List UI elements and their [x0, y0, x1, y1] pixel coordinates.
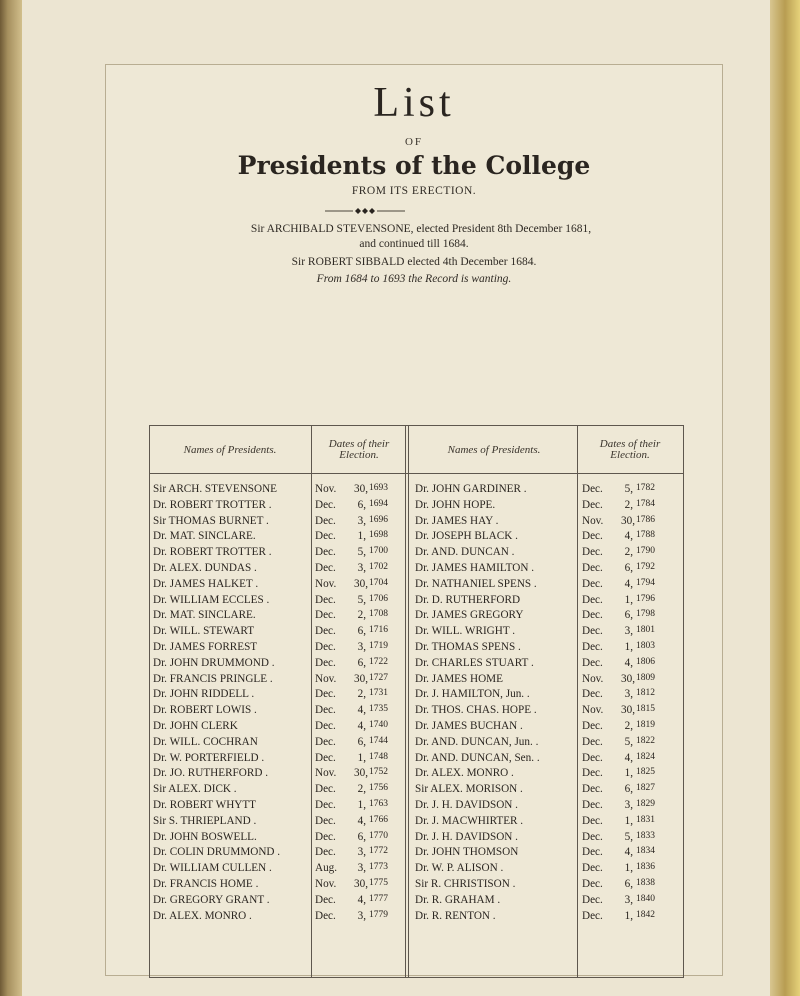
president-name: Dr. JAMES HAY .	[415, 514, 499, 527]
election-year: 1744	[369, 735, 388, 746]
election-month: Dec.	[582, 767, 603, 780]
table-row	[149, 546, 684, 562]
election-day: 4,	[624, 751, 633, 764]
election-month: Dec.	[315, 561, 336, 574]
table-row	[149, 594, 684, 610]
election-month: Nov.	[315, 877, 337, 890]
election-day: 4,	[624, 846, 633, 859]
election-day: 3,	[357, 862, 366, 875]
election-year: 1815	[636, 704, 655, 715]
election-month: Dec.	[582, 814, 603, 827]
election-month: Dec.	[582, 530, 603, 543]
election-month: Nov.	[315, 577, 337, 590]
president-name: Dr. JAMES HALKET .	[153, 577, 259, 590]
president-name: Dr. WILLIAM ECCLES .	[153, 593, 270, 606]
election-day: 4,	[624, 530, 633, 543]
president-name: Sir ALEX. DICK .	[153, 783, 237, 796]
election-year: 1698	[369, 530, 388, 541]
header-names-left: Names of Presidents.	[183, 444, 277, 456]
president-name: Dr. JOHN THOMSON	[415, 846, 519, 859]
election-year: 1756	[369, 783, 388, 794]
table-header-rule	[149, 473, 684, 474]
president-name: Dr. JOHN BOSWELL.	[153, 830, 257, 843]
table-row	[149, 578, 684, 594]
election-month: Dec.	[315, 688, 336, 701]
election-year: 1838	[636, 877, 655, 888]
intro-line-1: Sir ARCHIBALD STEVENSONE, elected President 8th December 1681,	[250, 223, 592, 235]
president-name: Dr. THOMAS SPENS .	[415, 640, 521, 653]
election-day: 4,	[624, 577, 633, 590]
election-month: Dec.	[582, 735, 603, 748]
president-name: Dr. J. H. DAVIDSON .	[415, 830, 518, 843]
president-name: Dr. R. GRAHAM .	[415, 893, 501, 906]
president-name: Dr. JAMES GREGORY	[415, 609, 524, 622]
election-month: Dec.	[582, 483, 603, 495]
president-name: Dr. JO. RUTHERFORD .	[153, 767, 268, 780]
election-month: Dec.	[582, 640, 603, 653]
president-name: Dr. JOHN CLERK	[153, 719, 238, 732]
election-year: 1704	[369, 577, 388, 588]
election-year: 1763	[369, 798, 388, 809]
election-day: 3,	[357, 640, 366, 653]
election-day: 2,	[624, 546, 633, 559]
president-name: Dr. AND. DUNCAN, Jun. .	[415, 735, 539, 748]
table-row	[149, 752, 684, 768]
election-day: 6,	[357, 656, 366, 669]
president-name: Dr. ROBERT TROTTER .	[153, 498, 272, 511]
election-day: 5,	[357, 546, 366, 559]
election-day: 5,	[624, 830, 633, 843]
election-day: 30,	[354, 767, 368, 780]
election-day: 4,	[357, 814, 366, 827]
election-day: 30,	[621, 672, 635, 685]
president-name: Sir S. THRIEPLAND .	[153, 814, 257, 827]
table-row	[149, 799, 684, 815]
election-day: 5,	[624, 483, 633, 495]
president-name: Dr. W. PORTERFIELD .	[153, 751, 265, 764]
election-year: 1700	[369, 546, 388, 557]
election-day: 1,	[357, 751, 366, 764]
election-month: Dec.	[315, 751, 336, 764]
election-day: 1,	[357, 530, 366, 543]
election-day: 2,	[357, 783, 366, 796]
election-day: 30,	[621, 704, 635, 717]
election-year: 1840	[636, 893, 655, 904]
president-name: Dr. AND. DUNCAN .	[415, 546, 515, 559]
election-year: 1827	[636, 783, 655, 794]
election-year: 1825	[636, 767, 655, 778]
table-row	[149, 815, 684, 831]
election-year: 1702	[369, 561, 388, 572]
election-month: Dec.	[315, 893, 336, 906]
election-year: 1748	[369, 751, 388, 762]
election-month: Dec.	[582, 609, 603, 622]
header-dates-right: Dates of their Election.	[599, 438, 661, 461]
table-row	[149, 688, 684, 704]
president-name: Dr. JOSEPH BLACK .	[415, 530, 518, 543]
header-dates-left: Dates of their Election.	[328, 438, 390, 461]
table-row	[149, 641, 684, 657]
election-year: 1706	[369, 593, 388, 604]
election-day: 3,	[357, 909, 366, 922]
election-year: 1794	[636, 577, 655, 588]
table-row	[149, 515, 684, 531]
president-name: Dr. R. RENTON .	[415, 909, 496, 922]
table-row	[149, 704, 684, 720]
election-month: Nov.	[582, 672, 604, 685]
election-month: Dec.	[582, 656, 603, 669]
election-month: Dec.	[315, 498, 336, 511]
election-day: 6,	[357, 735, 366, 748]
table-row	[149, 831, 684, 847]
election-month: Dec.	[315, 704, 336, 717]
election-month: Dec.	[315, 656, 336, 669]
election-month: Dec.	[582, 688, 603, 701]
election-day: 3,	[624, 625, 633, 638]
table-row	[149, 736, 684, 752]
president-name: Dr. JOHN HOPE.	[415, 498, 496, 511]
table-row	[149, 483, 684, 499]
election-year: 1782	[636, 483, 655, 493]
president-name: Dr. FRANCIS HOME .	[153, 877, 259, 890]
election-year: 1824	[636, 751, 655, 762]
table-row	[149, 625, 684, 641]
election-year: 1806	[636, 656, 655, 667]
president-name: Dr. W. P. ALISON .	[415, 862, 504, 875]
election-year: 1784	[636, 498, 655, 509]
president-name: Sir R. CHRISTISON .	[415, 877, 516, 890]
election-month: Dec.	[315, 846, 336, 859]
election-month: Dec.	[315, 593, 336, 606]
president-name: Dr. WILL. STEWART	[153, 625, 255, 638]
election-month: Nov.	[315, 672, 337, 685]
title-list: List	[373, 80, 455, 126]
election-day: 3,	[357, 561, 366, 574]
election-month: Dec.	[582, 593, 603, 606]
header-names-right: Names of Presidents.	[447, 444, 541, 456]
election-day: 2,	[624, 719, 633, 732]
election-year: 1801	[636, 625, 655, 636]
table-row	[149, 673, 684, 689]
election-month: Dec.	[315, 514, 336, 527]
election-day: 3,	[357, 514, 366, 527]
election-month: Dec.	[315, 735, 336, 748]
election-year: 1833	[636, 830, 655, 841]
election-day: 6,	[624, 561, 633, 574]
table-row	[149, 878, 684, 894]
table-row	[149, 910, 684, 926]
president-name: Dr. ROBERT LOWIS .	[153, 704, 257, 717]
president-name: Dr. CHARLES STUART .	[415, 656, 534, 669]
election-day: 4,	[357, 704, 366, 717]
election-year: 1842	[636, 909, 655, 920]
election-year: 1727	[369, 672, 388, 683]
election-day: 30,	[354, 483, 368, 495]
election-day: 30,	[354, 877, 368, 890]
president-name: Sir ARCH. STEVENSONE	[153, 483, 278, 495]
election-day: 1,	[624, 814, 633, 827]
table-row	[149, 657, 684, 673]
election-month: Dec.	[315, 546, 336, 559]
president-name: Dr. THOS. CHAS. HOPE .	[415, 704, 537, 717]
election-month: Nov.	[315, 483, 337, 495]
election-year: 1792	[636, 561, 655, 572]
election-year: 1772	[369, 846, 388, 857]
table-row	[149, 894, 684, 910]
election-day: 2,	[624, 498, 633, 511]
election-month: Dec.	[582, 846, 603, 859]
election-year: 1819	[636, 719, 655, 730]
election-month: Dec.	[315, 625, 336, 638]
election-year: 1786	[636, 514, 655, 525]
president-name: Dr. JOHN RIDDELL .	[153, 688, 255, 701]
president-name: Dr. JOHN GARDINER .	[415, 483, 527, 495]
election-year: 1773	[369, 862, 388, 873]
election-day: 2,	[357, 688, 366, 701]
election-month: Dec.	[582, 783, 603, 796]
president-name: Dr. ALEX. MONRO .	[415, 767, 514, 780]
table-top-rule	[149, 425, 684, 426]
president-name: Dr. JAMES HAMILTON .	[415, 561, 535, 574]
election-month: Dec.	[315, 830, 336, 843]
election-day: 3,	[624, 798, 633, 811]
president-name: Dr. JAMES HOME	[415, 672, 503, 685]
election-month: Nov.	[315, 767, 337, 780]
election-year: 1779	[369, 909, 388, 920]
election-month: Dec.	[582, 798, 603, 811]
intro-line-3: Sir ROBERT SIBBALD elected 4th December 1684.	[291, 256, 537, 268]
election-year: 1809	[636, 672, 655, 683]
election-year: 1722	[369, 656, 388, 667]
election-day: 30,	[354, 672, 368, 685]
president-name: Dr. ROBERT WHYTT	[153, 798, 257, 811]
election-year: 1716	[369, 625, 388, 636]
election-year: 1829	[636, 798, 655, 809]
president-name: Dr. NATHANIEL SPENS .	[415, 577, 537, 590]
election-day: 1,	[624, 640, 633, 653]
president-name: Dr. D. RUTHERFORD	[415, 593, 521, 606]
election-day: 4,	[357, 893, 366, 906]
election-month: Dec.	[582, 561, 603, 574]
president-name: Dr. ALEX. MONRO .	[153, 909, 252, 922]
table-row	[149, 846, 684, 862]
election-day: 6,	[357, 498, 366, 511]
president-name: Dr. MAT. SINCLARE.	[153, 609, 256, 622]
table-row	[149, 562, 684, 578]
president-name: Dr. COLIN DRUMMOND .	[153, 846, 281, 859]
table-bottom-rule	[149, 977, 684, 978]
election-day: 6,	[624, 609, 633, 622]
election-month: Dec.	[582, 546, 603, 559]
election-month: Dec.	[315, 719, 336, 732]
election-year: 1790	[636, 546, 655, 557]
election-year: 1775	[369, 877, 388, 888]
election-month: Dec.	[582, 830, 603, 843]
table-row	[149, 767, 684, 783]
president-name: Dr. WILLIAM CULLEN .	[153, 862, 272, 875]
election-month: Dec.	[582, 577, 603, 590]
election-day: 5,	[357, 593, 366, 606]
presidents-table	[149, 425, 684, 978]
table-body	[149, 483, 684, 925]
election-day: 3,	[624, 688, 633, 701]
title-from: FROM ITS ERECTION.	[351, 185, 477, 197]
election-year: 1740	[369, 719, 388, 730]
election-day: 1,	[357, 798, 366, 811]
title-main: Presidents of the College	[237, 151, 591, 180]
election-day: 1,	[624, 909, 633, 922]
election-year: 1788	[636, 530, 655, 541]
election-day: 6,	[357, 625, 366, 638]
election-month: Dec.	[315, 909, 336, 922]
election-year: 1796	[636, 593, 655, 604]
book-page	[22, 0, 770, 996]
election-month: Aug.	[315, 862, 338, 875]
president-name: Dr. WILL. COCHRAN	[153, 735, 258, 748]
table-row	[149, 720, 684, 736]
election-month: Dec.	[315, 814, 336, 827]
book-gutter	[0, 0, 22, 996]
election-year: 1766	[369, 814, 388, 825]
election-year: 1836	[636, 862, 655, 873]
election-year: 1798	[636, 609, 655, 620]
president-name: Sir ALEX. MORISON .	[415, 783, 523, 796]
election-month: Dec.	[582, 498, 603, 511]
president-name: Dr. JAMES FORREST	[153, 640, 258, 653]
president-name: Dr. GREGORY GRANT .	[153, 893, 270, 906]
election-year: 1735	[369, 704, 388, 715]
president-name: Dr. JOHN DRUMMOND .	[153, 656, 275, 669]
election-year: 1719	[369, 640, 388, 651]
book-edge	[770, 0, 800, 996]
intro-line-2: and continued till 1684.	[359, 238, 469, 250]
president-name: Dr. MAT. SINCLARE.	[153, 530, 256, 543]
election-month: Nov.	[582, 514, 604, 527]
election-day: 4,	[624, 656, 633, 669]
table-row	[149, 609, 684, 625]
election-day: 1,	[624, 593, 633, 606]
election-day: 1,	[624, 767, 633, 780]
printed-plate	[105, 64, 723, 976]
president-name: Dr. AND. DUNCAN, Sen. .	[415, 751, 540, 764]
election-month: Dec.	[315, 530, 336, 543]
election-month: Nov.	[582, 704, 604, 717]
president-name: Dr. J. HAMILTON, Jun. .	[415, 688, 530, 701]
election-month: Dec.	[315, 798, 336, 811]
president-name: Dr. ROBERT TROTTER .	[153, 546, 272, 559]
election-month: Dec.	[582, 909, 603, 922]
election-year: 1770	[369, 830, 388, 841]
election-day: 3,	[357, 846, 366, 859]
election-year: 1693	[369, 483, 388, 493]
election-day: 6,	[357, 830, 366, 843]
election-year: 1696	[369, 514, 388, 525]
election-month: Dec.	[582, 625, 603, 638]
president-name: Dr. J. MACWHIRTER .	[415, 814, 524, 827]
election-month: Dec.	[315, 640, 336, 653]
table-row	[149, 499, 684, 515]
title-of: OF	[404, 136, 424, 148]
intro-line-4: From 1684 to 1693 the Record is wanting.	[316, 273, 512, 285]
president-name: Dr. J. H. DAVIDSON .	[415, 798, 518, 811]
table-row	[149, 530, 684, 546]
table-row	[149, 862, 684, 878]
election-year: 1822	[636, 735, 655, 746]
election-day: 6,	[624, 783, 633, 796]
election-month: Dec.	[582, 893, 603, 906]
election-month: Dec.	[582, 862, 603, 875]
election-day: 6,	[624, 877, 633, 890]
ornament-divider-icon	[325, 206, 405, 216]
election-year: 1812	[636, 688, 655, 699]
election-month: Dec.	[582, 751, 603, 764]
election-year: 1834	[636, 846, 655, 857]
election-year: 1777	[369, 893, 388, 904]
election-year: 1752	[369, 767, 388, 778]
election-year: 1731	[369, 688, 388, 699]
president-name: Dr. ALEX. DUNDAS .	[153, 561, 257, 574]
election-day: 5,	[624, 735, 633, 748]
president-name: Dr. JAMES BUCHAN .	[415, 719, 523, 732]
election-year: 1831	[636, 814, 655, 825]
election-day: 4,	[357, 719, 366, 732]
president-name: Sir THOMAS BURNET .	[153, 514, 269, 527]
president-name: Dr. FRANCIS PRINGLE .	[153, 672, 273, 685]
table-row	[149, 783, 684, 799]
election-month: Dec.	[582, 719, 603, 732]
election-day: 2,	[357, 609, 366, 622]
election-day: 30,	[621, 514, 635, 527]
election-year: 1708	[369, 609, 388, 620]
election-month: Dec.	[315, 783, 336, 796]
election-day: 1,	[624, 862, 633, 875]
president-name: Dr. WILL. WRIGHT .	[415, 625, 516, 638]
election-month: Dec.	[315, 609, 336, 622]
election-month: Dec.	[582, 877, 603, 890]
election-year: 1803	[636, 640, 655, 651]
election-year: 1694	[369, 498, 388, 509]
election-day: 30,	[354, 577, 368, 590]
election-day: 3,	[624, 893, 633, 906]
